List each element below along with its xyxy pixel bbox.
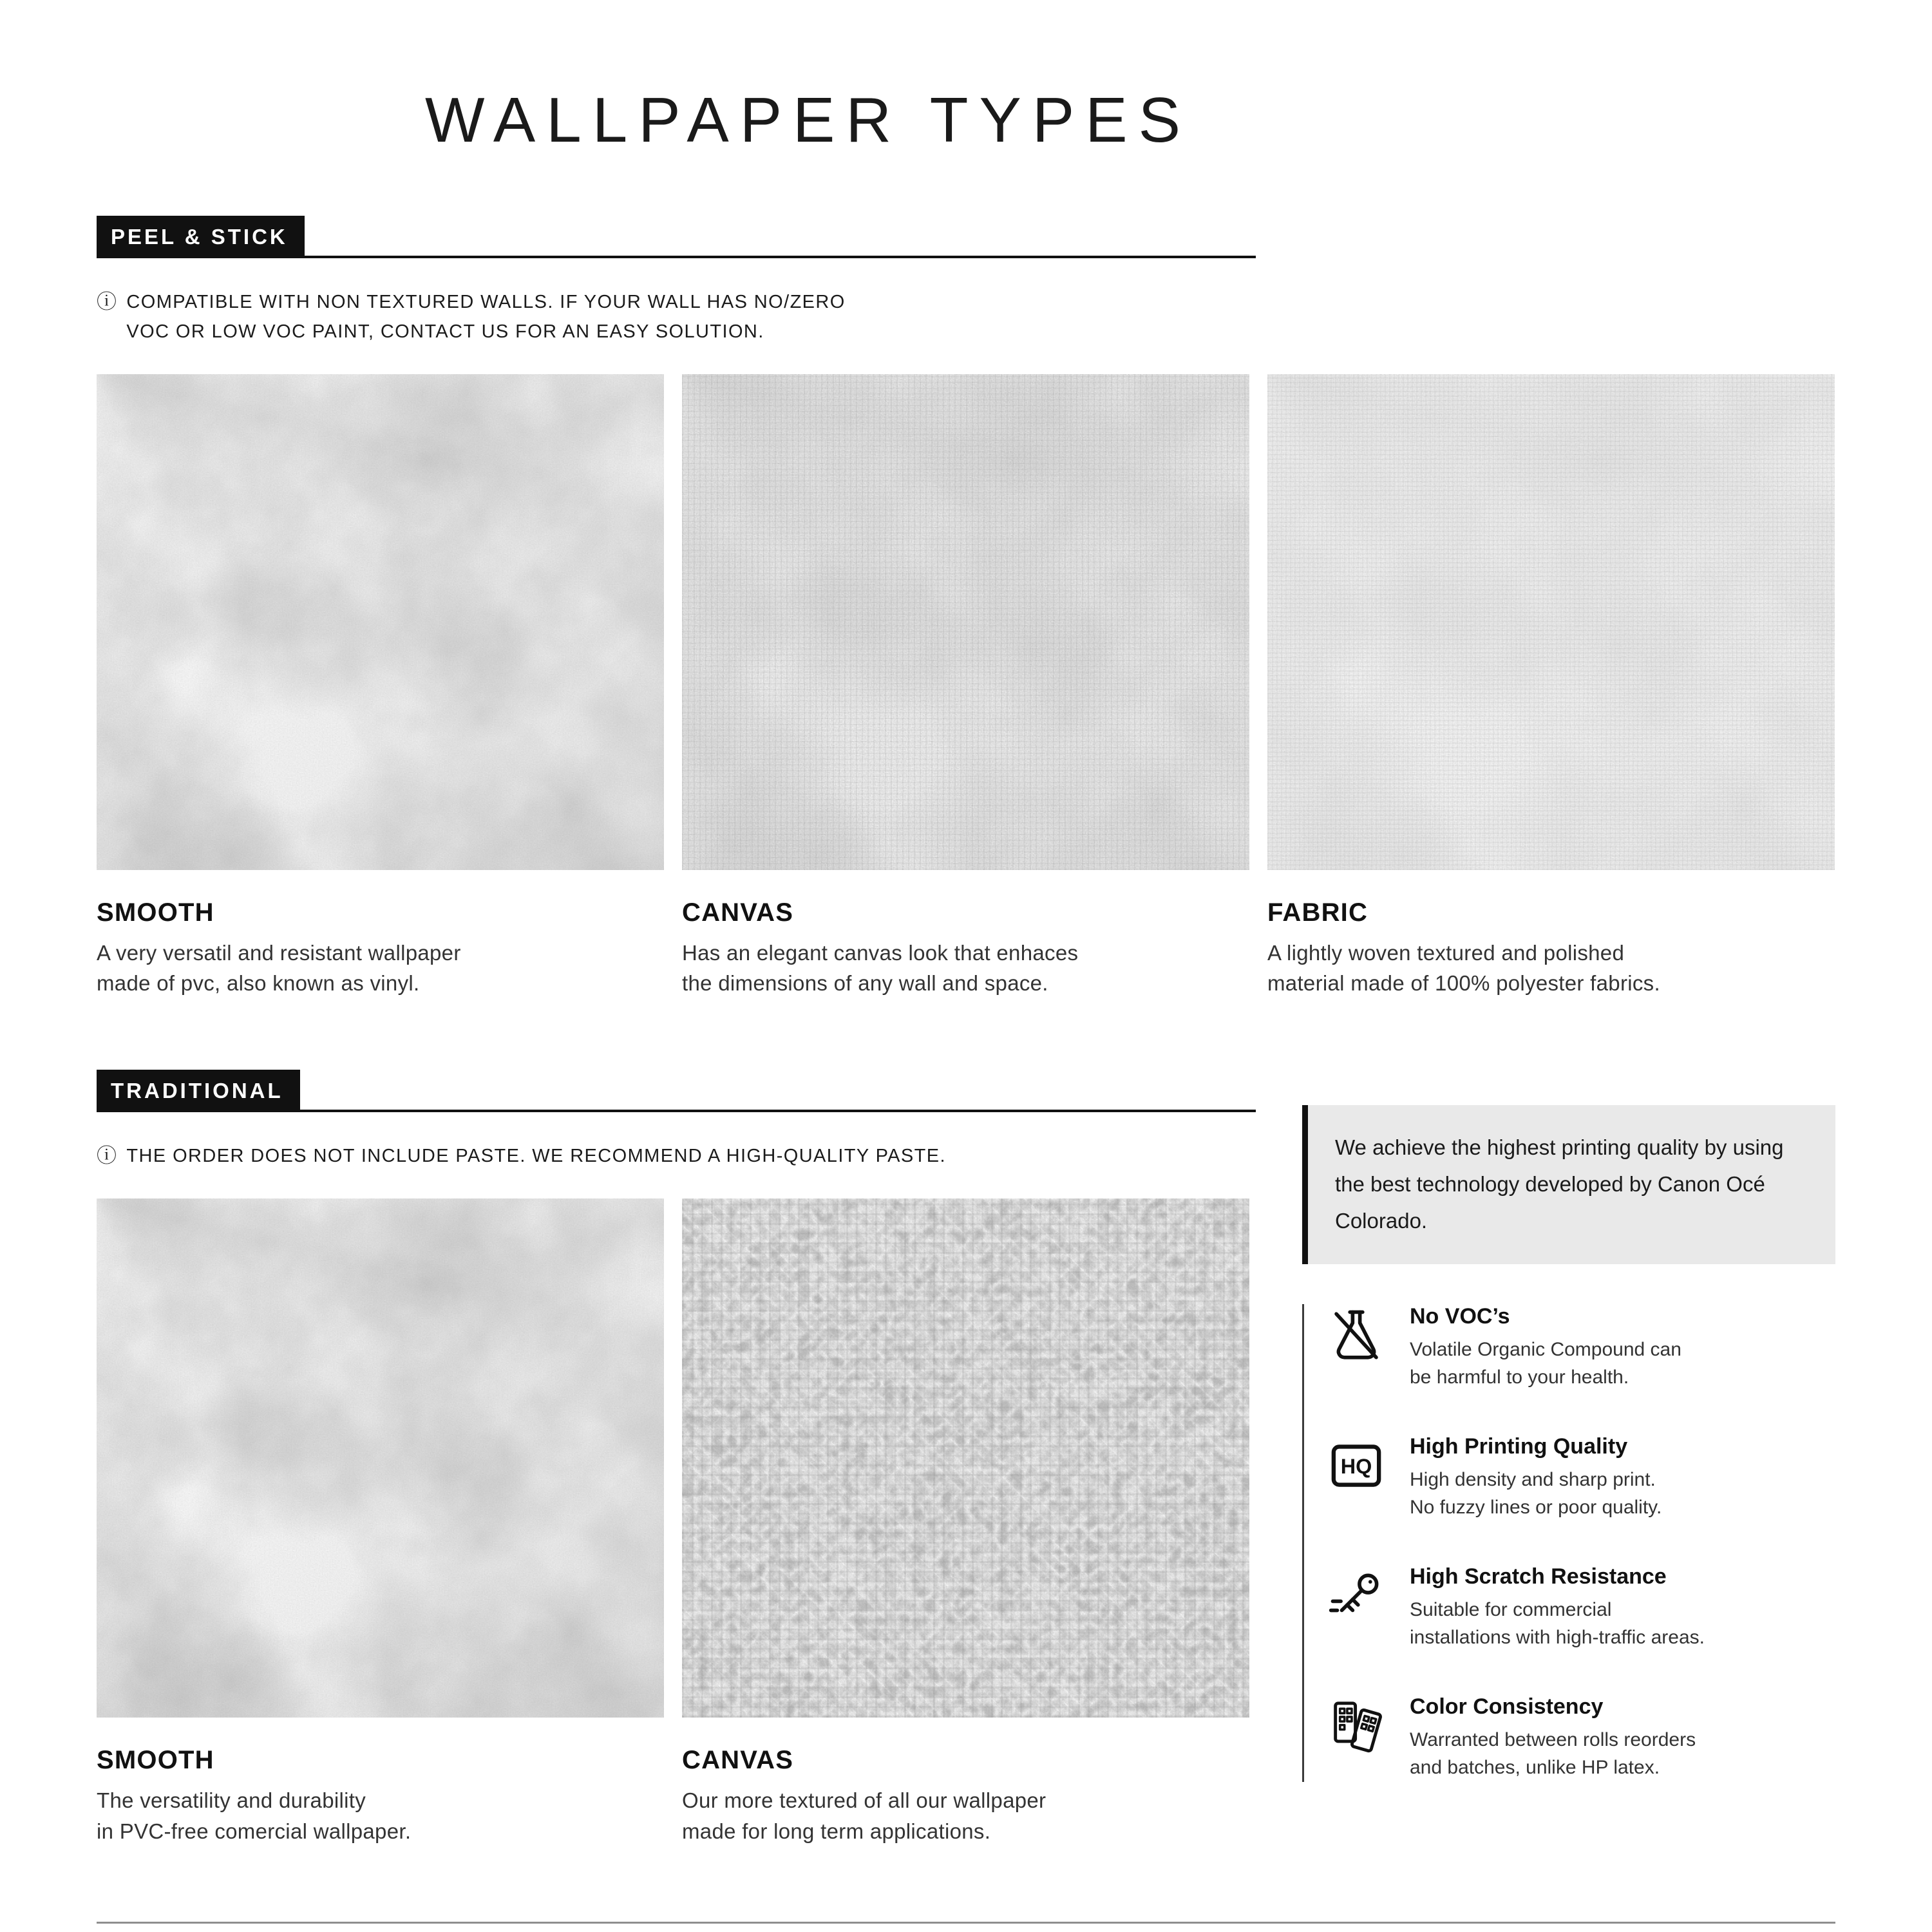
desc-line: be harmful to your health. [1410, 1367, 1629, 1388]
peel-stick-swatch-row [97, 374, 1835, 999]
traditional-header [97, 1070, 1256, 1112]
desc-line: A lightly woven textured and polished [1267, 940, 1625, 965]
page-title: WALLPAPER TYPES [425, 84, 1191, 155]
footer-divider [97, 1922, 1835, 1924]
traditional-note-text [126, 1142, 946, 1171]
color-consistency-icon [1327, 1694, 1389, 1782]
desc-line: made of pvc, also known as vinyl. [97, 971, 420, 996]
high-quality-icon [1327, 1434, 1389, 1522]
card-title: CANVAS [682, 1746, 794, 1775]
no-voc-icon [1327, 1304, 1389, 1392]
desc-line: the dimensions of any wall and space. [682, 971, 1048, 996]
card-description [1267, 938, 1835, 999]
card-description [97, 938, 664, 999]
peel-stick-badge: PEEL & STICK [97, 216, 305, 258]
note-line-1: THE ORDER DOES NOT INCLUDE PASTE. WE RECOMMEND A HIGH-QUALITY PASTE. [126, 1146, 946, 1167]
desc-line: material made of 100% polyester fabrics. [1267, 971, 1660, 996]
desc-line: No fuzzy lines or poor quality. [1410, 1497, 1662, 1519]
quality-sidebar [1302, 1070, 1835, 1847]
card-description [682, 938, 1249, 999]
traditional-badge: TRADITIONAL [97, 1070, 300, 1112]
feature-description [1410, 1596, 1705, 1652]
feature-scratch-resistance [1304, 1564, 1835, 1652]
traditional-note [97, 1142, 1256, 1171]
card-peel-canvas [682, 374, 1249, 999]
bottom-area [97, 1070, 1835, 1847]
feature-list [1302, 1304, 1835, 1782]
desc-line: Suitable for commercial [1410, 1598, 1612, 1620]
feature-description [1410, 1336, 1681, 1392]
desc-line: Has an elegant canvas look that enhaces [682, 940, 1079, 965]
feature-description [1410, 1466, 1662, 1522]
desc-line: The versatility and durability [97, 1788, 366, 1813]
feature-title: Color Consistency [1410, 1694, 1604, 1719]
card-peel-fabric [1267, 374, 1835, 999]
card-traditional-smooth [97, 1198, 664, 1847]
hq-icon-label: HQ [1340, 1454, 1372, 1478]
card-peel-smooth [97, 374, 664, 999]
card-title: SMOOTH [97, 898, 214, 927]
desc-line: and batches, unlike HP latex. [1410, 1757, 1660, 1779]
desc-line: Volatile Organic Compound can [1410, 1338, 1681, 1360]
info-icon: ⓘ [97, 1144, 118, 1168]
feature-description [1410, 1726, 1696, 1782]
feature-text [1410, 1304, 1681, 1392]
feature-text [1410, 1694, 1696, 1782]
feature-title: High Scratch Resistance [1410, 1564, 1667, 1589]
scratch-resistance-icon [1327, 1564, 1389, 1652]
desc-line: installations with high-traffic areas. [1410, 1627, 1705, 1649]
texture-photo-smooth-traditional [97, 1198, 664, 1718]
printing-quality-statement: We achieve the highest printing quality by using the best technology developed by Canon Océ Colorado. [1302, 1105, 1835, 1264]
note-line-1: COMPATIBLE WITH NON TEXTURED WALLS. IF YOUR WALL HAS NO/ZERO [126, 292, 846, 312]
section-peel-stick [97, 216, 1835, 999]
note-line-2: VOC OR LOW VOC PAINT, CONTACT US FOR AN EASY SOLUTION. [126, 321, 764, 342]
traditional-header-rule [300, 1110, 1256, 1112]
feature-text [1410, 1564, 1705, 1652]
desc-line: Warranted between rolls reorders [1410, 1728, 1696, 1750]
card-description [97, 1785, 664, 1847]
card-traditional-canvas [682, 1198, 1249, 1847]
feature-title: High Printing Quality [1410, 1434, 1628, 1459]
peel-stick-header-rule [305, 256, 1256, 258]
section-traditional [97, 1070, 1256, 1847]
card-title: SMOOTH [97, 1746, 214, 1775]
peel-stick-note-text [126, 288, 845, 347]
desc-line: in PVC-free comercial wallpaper. [97, 1819, 412, 1843]
texture-photo-canvas [682, 374, 1249, 870]
traditional-swatch-row [97, 1198, 1256, 1847]
peel-stick-header [97, 216, 1256, 258]
texture-photo-fabric [1267, 374, 1835, 870]
card-title: FABRIC [1267, 898, 1368, 927]
card-description [682, 1785, 1249, 1847]
info-icon: ⓘ [97, 290, 118, 313]
desc-line: High density and sharp print. [1410, 1468, 1656, 1490]
texture-photo-smooth [97, 374, 664, 870]
desc-line: Our more textured of all our wallpaper [682, 1788, 1046, 1813]
desc-line: A very versatil and resistant wallpaper [97, 940, 461, 965]
card-title: CANVAS [682, 898, 794, 927]
feature-text [1410, 1434, 1662, 1522]
feature-title: No VOC’s [1410, 1303, 1510, 1329]
feature-color-consistency [1304, 1694, 1835, 1782]
feature-no-voc [1304, 1304, 1835, 1392]
peel-stick-note [97, 288, 1835, 347]
desc-line: made for long term applications. [682, 1819, 991, 1843]
feature-high-printing-quality [1304, 1434, 1835, 1522]
texture-photo-canvas-traditional [682, 1198, 1249, 1718]
